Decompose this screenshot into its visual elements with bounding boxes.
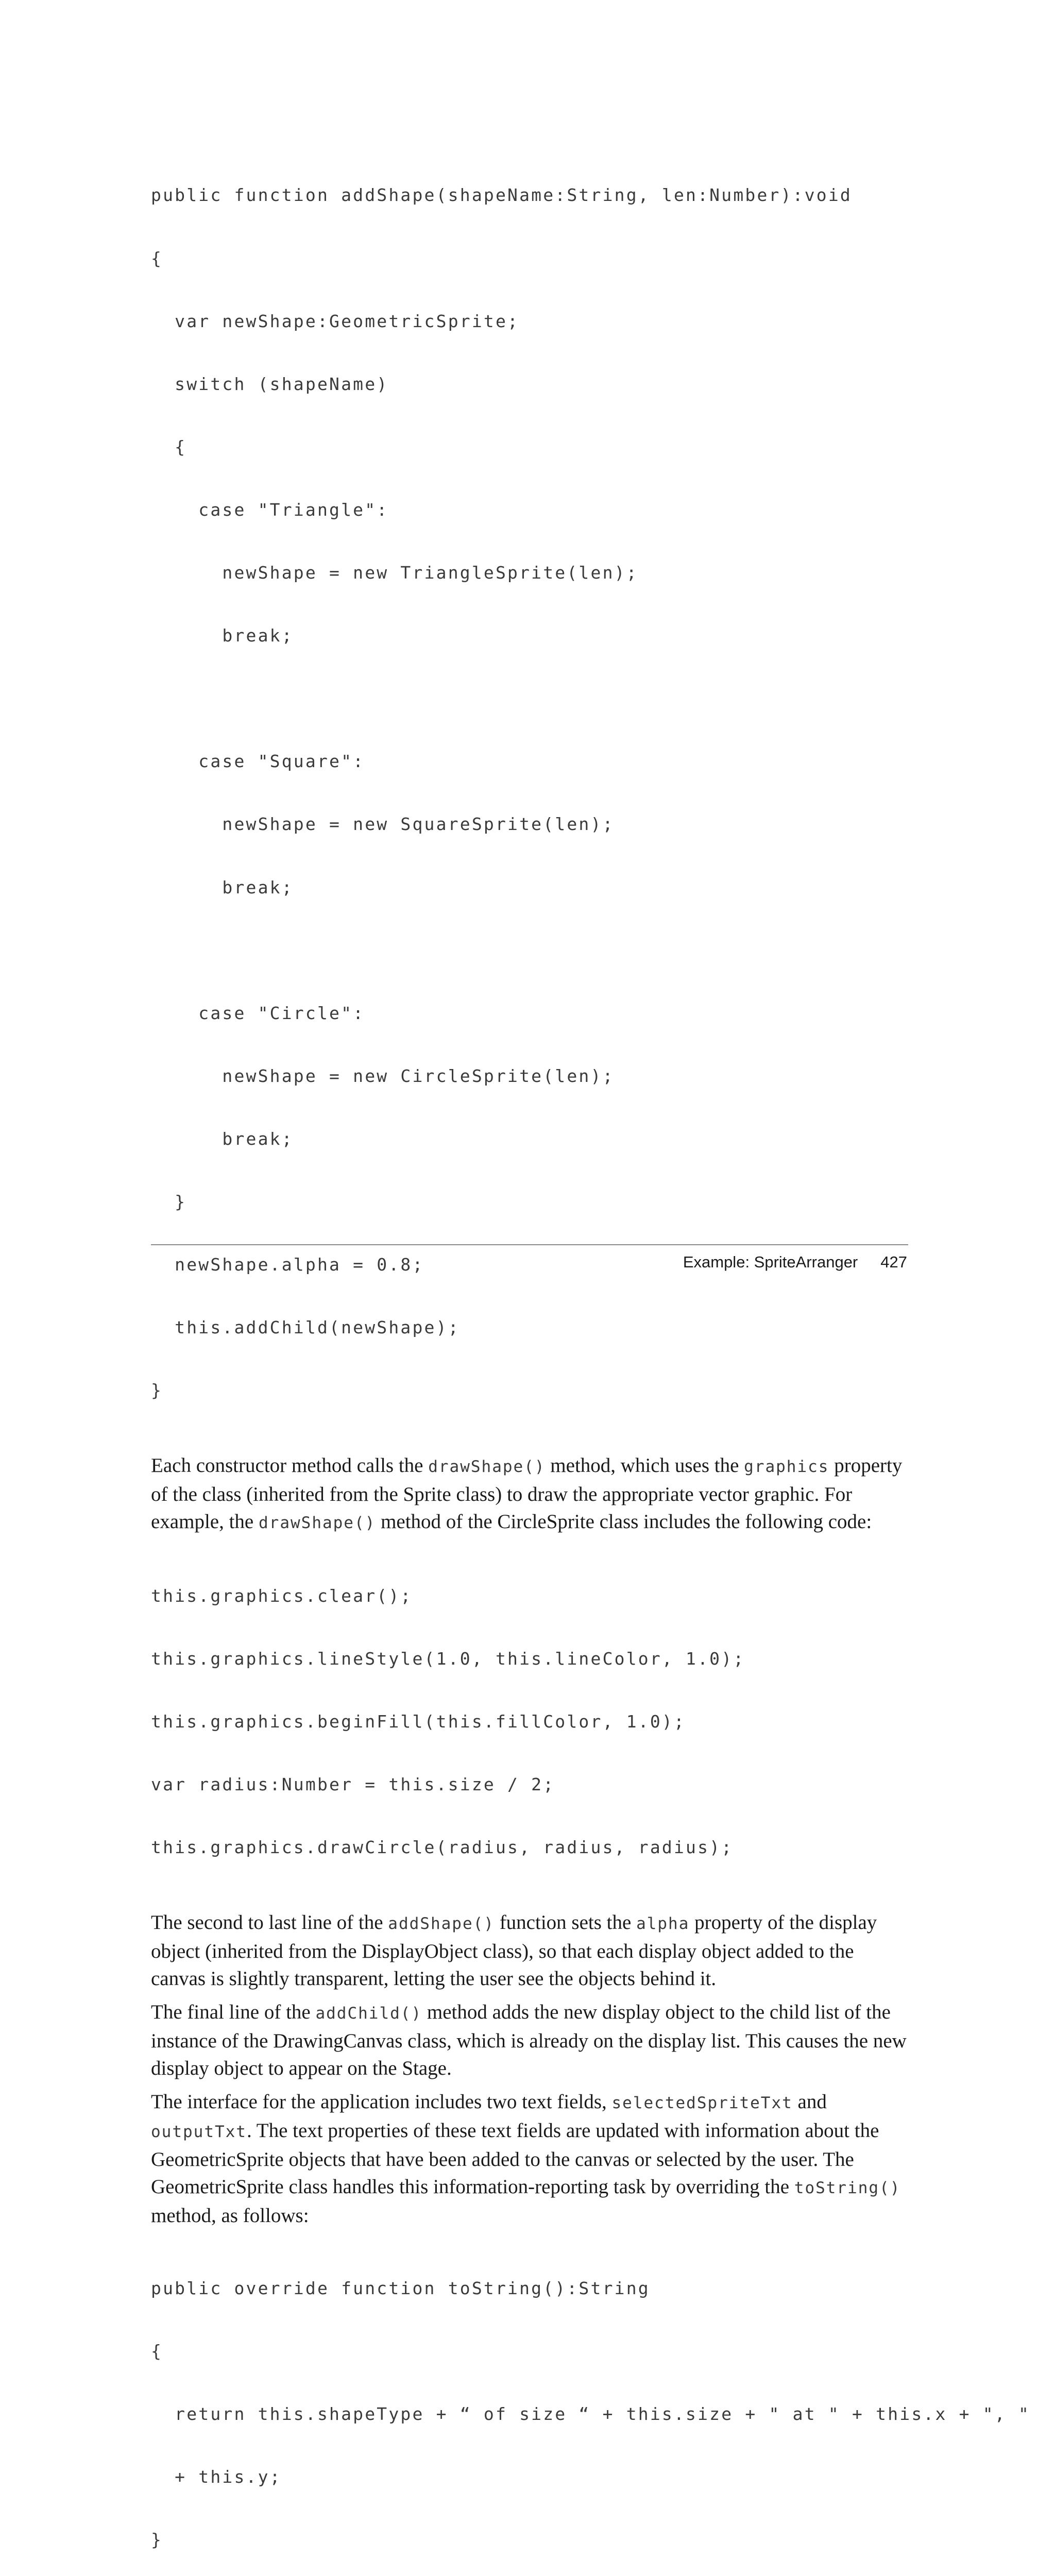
code-line: newShape.alpha = 0.8; — [151, 1255, 424, 1275]
text-run: method, as follows: — [151, 2204, 309, 2227]
text-run: method of the CircleSprite class includes the following code: — [376, 1510, 872, 1533]
paragraph-drawshape — [151, 1452, 908, 1537]
code-line: this.graphics.drawCircle(radius, radius, radius); — [151, 1837, 734, 1858]
paragraph-addchild — [151, 1998, 908, 2082]
text-run: Each constructor method calls the — [151, 1454, 429, 1477]
code-line: case "Triangle": — [151, 499, 389, 520]
inline-code: alpha — [636, 1914, 690, 1933]
text-run: . The text properties of these text fields are updated with information about the GeometricSprite objects that have been added to the canvas or selected by the user. The GeometricSprite class handles this information-reporting task by overriding the — [151, 2119, 879, 2198]
code-block-addshape — [151, 143, 908, 1444]
code-line: var newShape:GeometricSprite; — [151, 311, 520, 331]
footer-section-title: Example: SpriteArranger — [683, 1253, 858, 1271]
code-line: this.graphics.beginFill(this.fillColor, 1.0); — [151, 1711, 686, 1732]
text-run: The final line of the — [151, 2001, 316, 2023]
code-line: break; — [151, 1129, 294, 1149]
text-run: The interface for the application includes two text fields, — [151, 2090, 612, 2113]
footer-divider — [151, 1244, 908, 1245]
code-block-tostring — [151, 2236, 1031, 2576]
inline-code: graphics — [744, 1457, 829, 1476]
paragraph-alpha — [151, 1909, 908, 1992]
code-line: switch (shapeName) — [151, 374, 389, 394]
code-line: this.graphics.clear(); — [151, 1585, 413, 1606]
code-line: var radius:Number = this.size / 2; — [151, 1774, 555, 1795]
code-line: + this.y; — [151, 2467, 282, 2487]
code-line: } — [151, 2530, 163, 2550]
code-line: } — [151, 1192, 187, 1212]
inline-code: drawShape() — [259, 1513, 376, 1532]
text-run: property of the class (inherited from the Sprite class) to draw the appropriate vector graphic. For example, the — [151, 1454, 903, 1533]
inline-code: outputTxt — [151, 2122, 247, 2141]
inline-code: toString() — [794, 2178, 901, 2197]
text-run: function sets the — [494, 1911, 637, 1934]
paragraph-tostring — [151, 2088, 908, 2229]
code-line: { — [151, 436, 187, 457]
code-line: { — [151, 2341, 163, 2362]
text-run: method, which uses the — [545, 1454, 744, 1477]
page-number: 427 — [880, 1253, 907, 1271]
code-line: { — [151, 248, 163, 268]
code-line: case "Square": — [151, 751, 365, 772]
text-run: The second to last line of the — [151, 1911, 388, 1934]
text-run: and — [792, 2090, 827, 2113]
code-line — [151, 688, 908, 709]
code-line: this.addChild(newShape); — [151, 1317, 460, 1338]
page-footer — [151, 1253, 907, 1272]
code-line: this.graphics.lineStyle(1.0, this.lineColor, 1.0); — [151, 1649, 745, 1669]
text-run: property of the display object (inherited from the DisplayObject class), so that each display object added to the canvas is slightly transparent, letting the user see the objects behind it. — [151, 1911, 877, 1990]
inline-code: drawShape() — [428, 1457, 546, 1476]
code-line: break; — [151, 877, 294, 897]
inline-code: addChild() — [315, 2004, 422, 2023]
code-line: public override function toString():String — [151, 2278, 650, 2298]
text-run: method adds the new display object to the child list of the instance of the DrawingCanvas class, which is already on the display list. This causes the new display object to appear on the Stage. — [151, 2001, 907, 2079]
code-line: newShape = new TriangleSprite(len); — [151, 563, 638, 583]
code-line: break; — [151, 625, 294, 646]
code-block-drawcircle — [151, 1544, 908, 1901]
code-line: public function addShape(shapeName:String, len:Number):void — [151, 185, 852, 206]
inline-code: selectedSpriteTxt — [611, 2093, 793, 2112]
code-line: case "Circle": — [151, 1003, 365, 1023]
code-line: } — [151, 1380, 163, 1401]
inline-code: addShape() — [388, 1914, 495, 1933]
code-line — [151, 940, 908, 961]
code-line: newShape = new SquareSprite(len); — [151, 814, 615, 835]
code-line: newShape = new CircleSprite(len); — [151, 1065, 615, 1086]
code-line: return this.shapeType + “ of size “ + this.size + " at " + this.x + ", " — [151, 2404, 1031, 2425]
page-content — [151, 143, 1031, 2576]
